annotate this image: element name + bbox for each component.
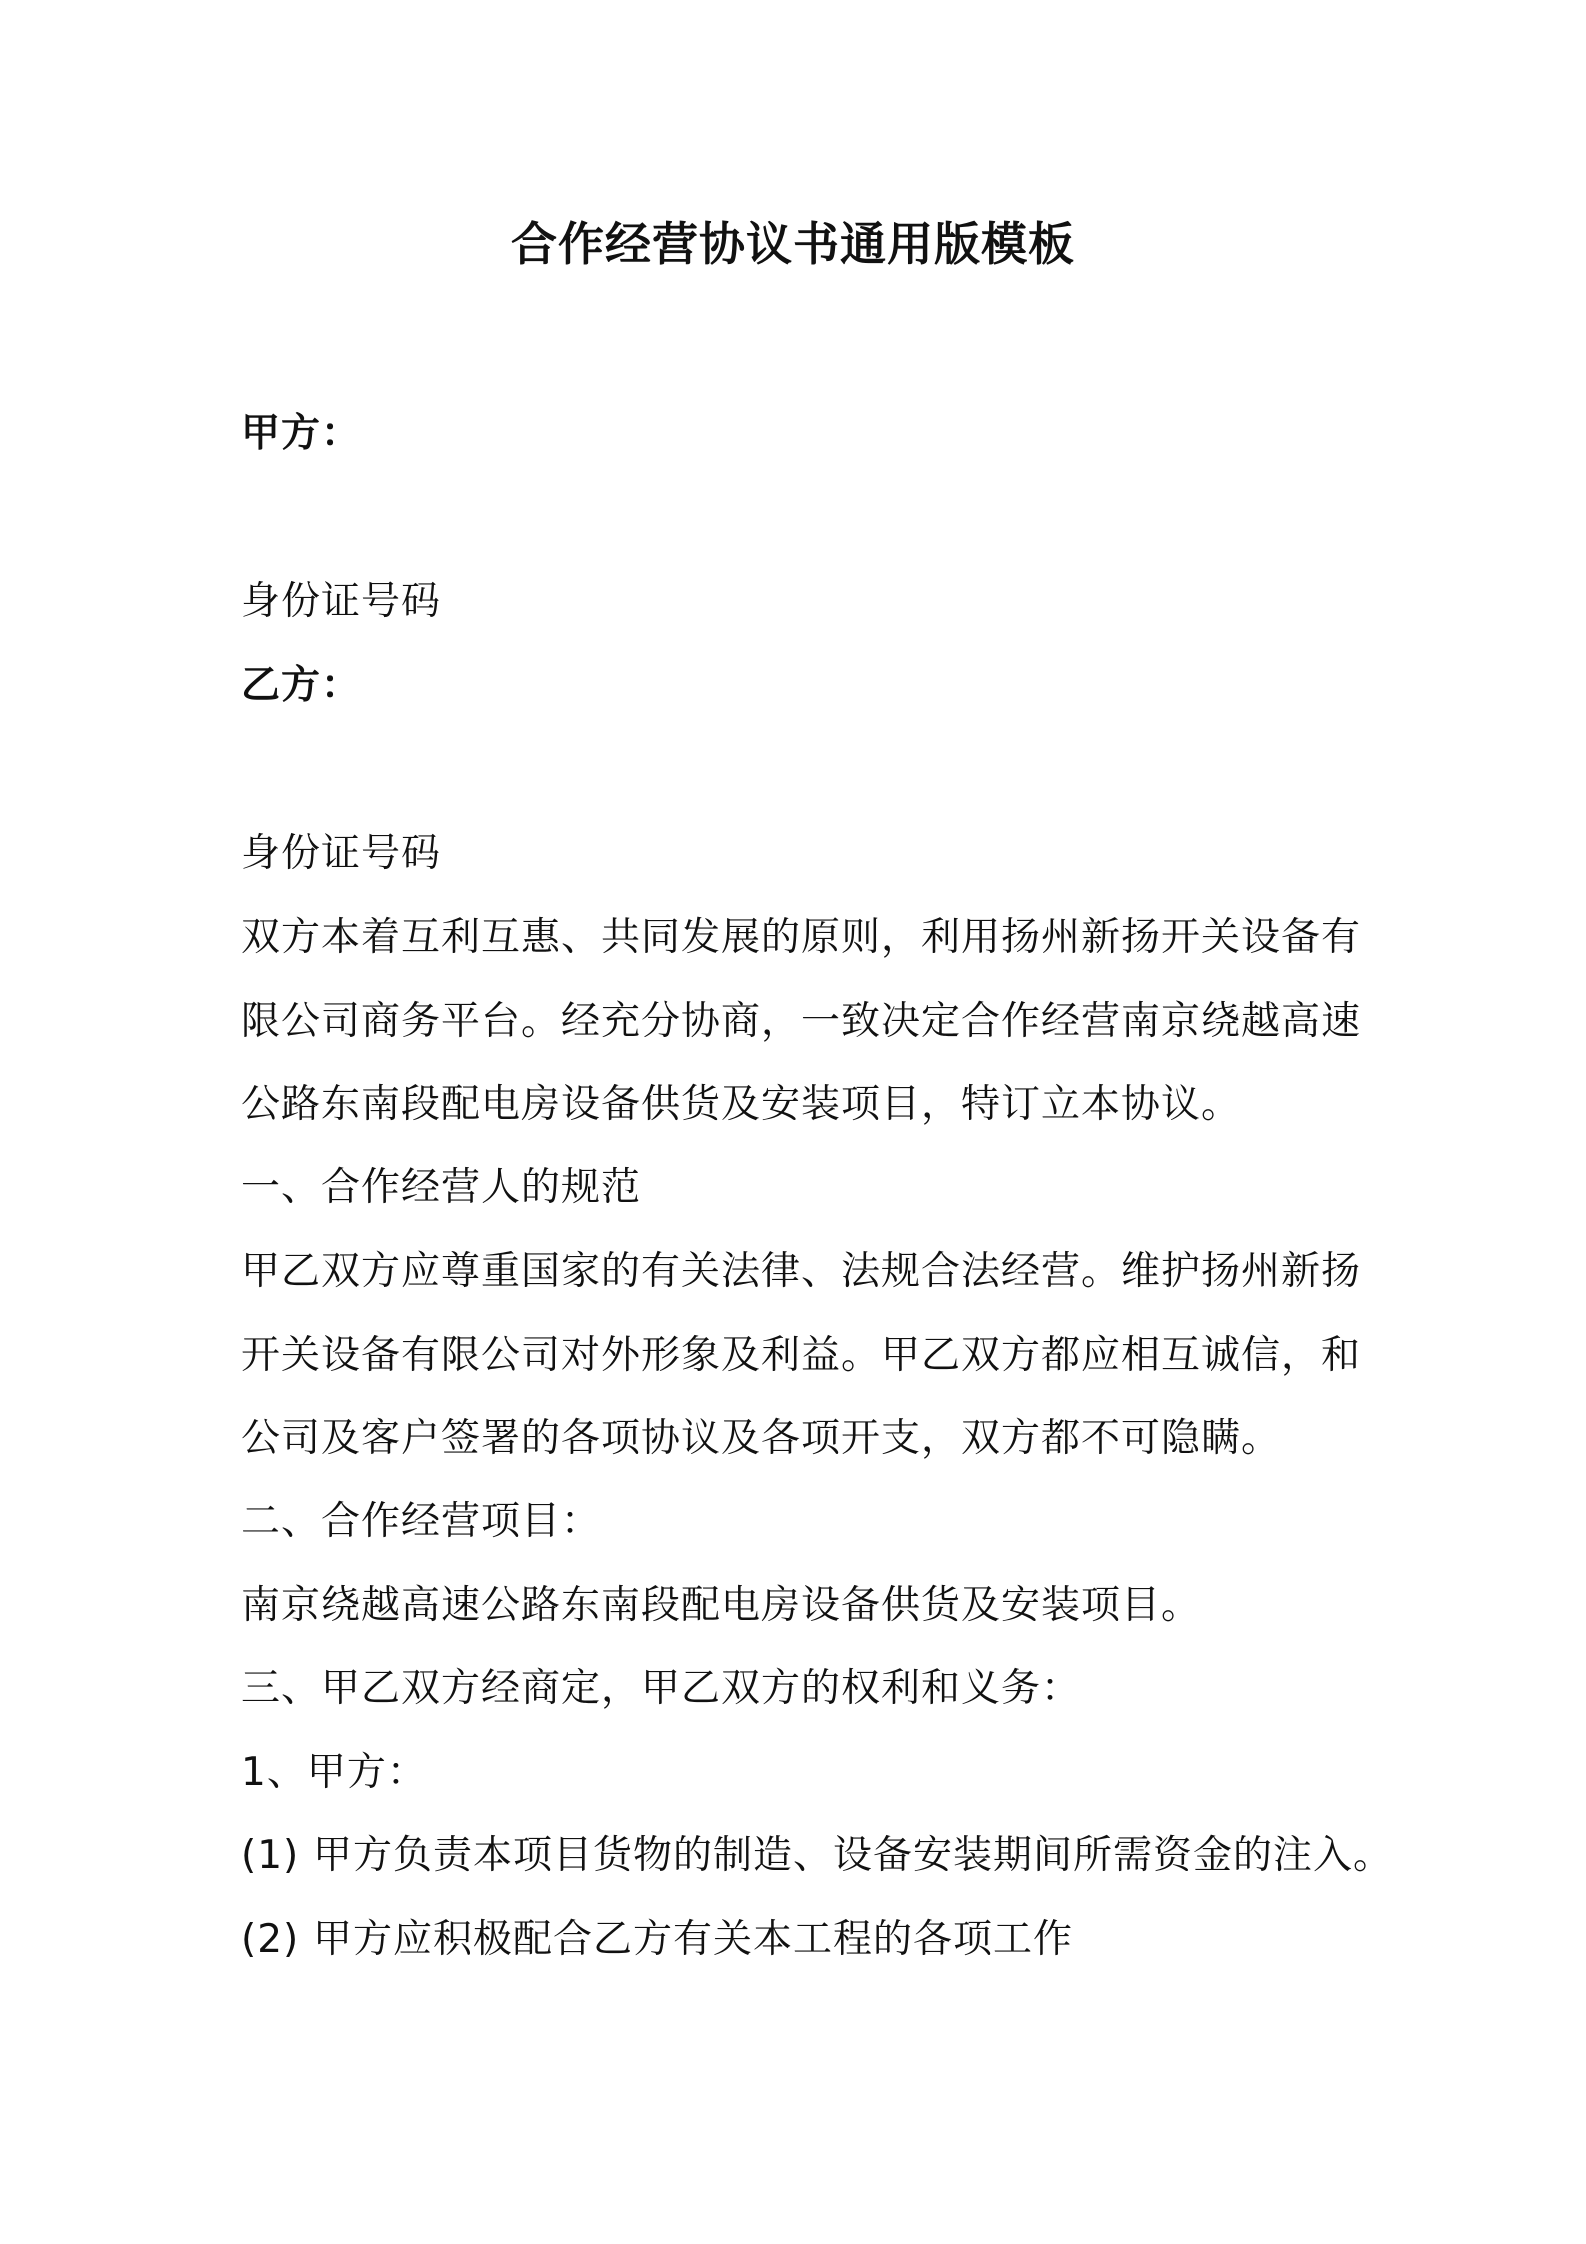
list-item [241, 1912, 1391, 1968]
section1-line-2: 开关设备有限公司对外形象及利益。甲乙双方都应相互诚信，和 [241, 1333, 1362, 1378]
section1-heading: 一、合作经营人的规范 [241, 1165, 642, 1210]
party-b-id-label: 身份证号码 [241, 831, 442, 876]
intro-line-3: 公路东南段配电房设备供货及安装项目，特订立本协议。 [241, 1082, 1242, 1127]
party-a-label: 甲方： [241, 411, 362, 456]
section3-heading: 三、甲乙双方经商定，甲乙双方的权利和义务： [241, 1666, 1082, 1711]
party-b-label: 乙方： [241, 663, 362, 708]
item-number: (2) [241, 1917, 300, 1962]
section2-heading: 二、合作经营项目： [241, 1499, 602, 1544]
intro-line-2: 限公司商务平台。经充分协商，一致决定合作经营南京绕越高速 [241, 999, 1362, 1044]
item-text: 甲方负责本项目货物的制造、设备安装期间所需资金的注入。 [313, 1833, 1394, 1878]
item-number: (1) [241, 1833, 300, 1878]
intro-line-1: 双方本着互利互惠、共同发展的原则，利用扬州新扬开关设备有 [241, 915, 1362, 960]
party-a-id-label: 身份证号码 [241, 579, 442, 624]
item-text: 甲方应积极配合乙方有关本工程的各项工作 [313, 1917, 1074, 1962]
section1-line-1: 甲乙双方应尊重国家的有关法律、法规合法经营。维护扬州新扬 [241, 1249, 1362, 1294]
list-item [241, 1828, 1394, 1884]
sub1-heading: 1、甲方： [241, 1750, 427, 1795]
section1-line-3: 公司及客户签署的各项协议及各项开支，双方都不可隐瞒。 [241, 1416, 1282, 1461]
document-title: 合作经营协议书通用版模板 [511, 217, 1075, 271]
section2-body: 南京绕越高速公路东南段配电房设备供货及安装项目。 [241, 1583, 1202, 1628]
